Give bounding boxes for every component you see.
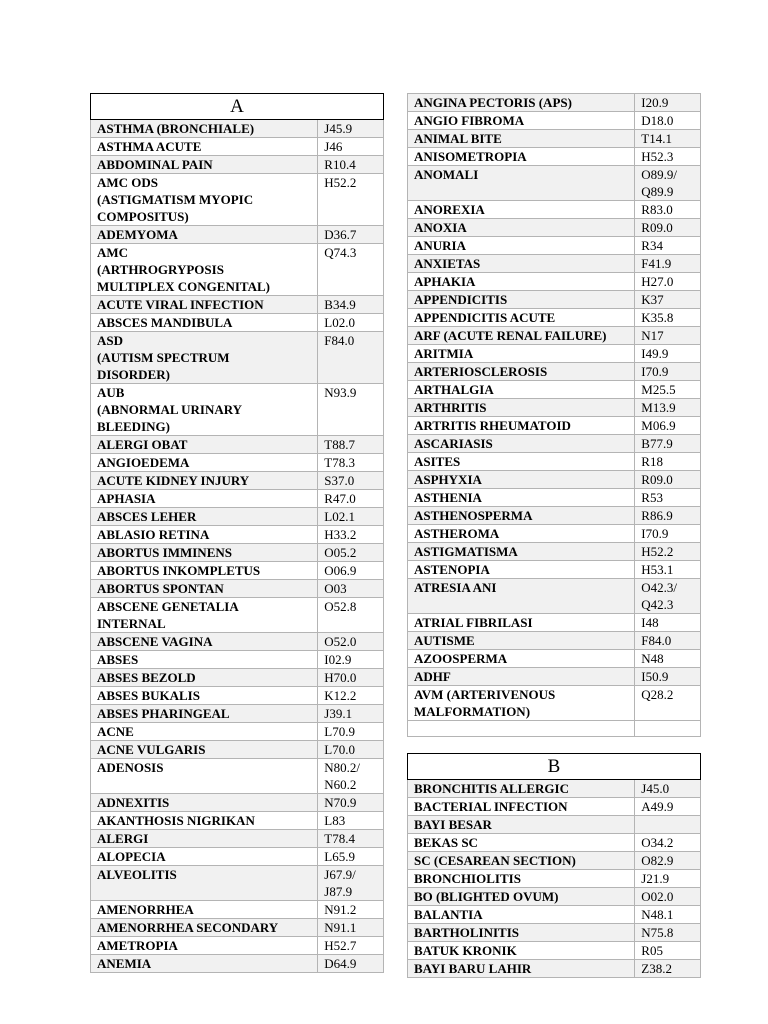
table-row bbox=[91, 741, 384, 759]
table-row bbox=[408, 489, 701, 507]
table-row bbox=[91, 580, 384, 598]
diagnosis-name: ADENOSIS bbox=[91, 759, 318, 794]
table-row bbox=[91, 937, 384, 955]
table-row bbox=[91, 226, 384, 244]
diagnosis-name: AVM (ARTERIVENOUS MALFORMATION) bbox=[408, 686, 635, 721]
diagnosis-name: ANIMAL BITE bbox=[408, 130, 635, 148]
diagnosis-name: BRONCHITIS ALLERGIC bbox=[408, 780, 635, 798]
diagnosis-name: BALANTIA bbox=[408, 906, 635, 924]
icd-code: M25.5 bbox=[635, 381, 701, 399]
table-row bbox=[408, 471, 701, 489]
icd-code: R83.0 bbox=[635, 201, 701, 219]
diagnosis-name: ASTHENOSPERMA bbox=[408, 507, 635, 525]
table-row bbox=[408, 255, 701, 273]
diagnosis-name: ACUTE KIDNEY INJURY bbox=[91, 472, 318, 490]
icd-code: L83 bbox=[318, 812, 384, 830]
table-row bbox=[408, 453, 701, 471]
icd-code: O03 bbox=[318, 580, 384, 598]
icd-code: Z38.2 bbox=[635, 960, 701, 978]
icd-code: J67.9/ J87.9 bbox=[318, 866, 384, 901]
icd-code: O42.3/ Q42.3 bbox=[635, 579, 701, 614]
table-row bbox=[91, 384, 384, 436]
diagnosis-name: ASITES bbox=[408, 453, 635, 471]
diagnosis-name: BATUK KRONIK bbox=[408, 942, 635, 960]
diagnosis-name: SC (CESAREAN SECTION) bbox=[408, 852, 635, 870]
diagnosis-name: BARTHOLINITIS bbox=[408, 924, 635, 942]
diagnosis-name: AMENORRHEA bbox=[91, 901, 318, 919]
diagnosis-name: BAYI BARU LAHIR bbox=[408, 960, 635, 978]
icd-code: R86.9 bbox=[635, 507, 701, 525]
icd-code: J45.9 bbox=[318, 120, 384, 138]
table-row bbox=[91, 138, 384, 156]
diagnosis-name: ABSCES LEHER bbox=[91, 508, 318, 526]
empty-cell bbox=[635, 721, 701, 737]
table-row bbox=[91, 812, 384, 830]
table-row bbox=[91, 490, 384, 508]
icd-code: K37 bbox=[635, 291, 701, 309]
diagnosis-name: BO (BLIGHTED OVUM) bbox=[408, 888, 635, 906]
icd-code: T14.1 bbox=[635, 130, 701, 148]
icd-code: N70.9 bbox=[318, 794, 384, 812]
table-row bbox=[91, 544, 384, 562]
table-row bbox=[91, 901, 384, 919]
table-row bbox=[408, 650, 701, 668]
icd-code: I02.9 bbox=[318, 651, 384, 669]
diagnosis-name: ASPHYXIA bbox=[408, 471, 635, 489]
table-row bbox=[91, 296, 384, 314]
table-row bbox=[408, 130, 701, 148]
diagnosis-name: ARTERIOSCLEROSIS bbox=[408, 363, 635, 381]
icd-code: I48 bbox=[635, 614, 701, 632]
icd-code: H53.1 bbox=[635, 561, 701, 579]
diagnosis-name: APHAKIA bbox=[408, 273, 635, 291]
icd-code: I50.9 bbox=[635, 668, 701, 686]
icd-code: I70.9 bbox=[635, 525, 701, 543]
diagnosis-name: ALERGI OBAT bbox=[91, 436, 318, 454]
icd-code: R18 bbox=[635, 453, 701, 471]
icd-code: B77.9 bbox=[635, 435, 701, 453]
diagnosis-name: BEKAS SC bbox=[408, 834, 635, 852]
diagnosis-name: APHASIA bbox=[91, 490, 318, 508]
table-row bbox=[408, 906, 701, 924]
diagnosis-name: AUB (ABNORMAL URINARY BLEEDING) bbox=[91, 384, 318, 436]
icd-code: Q74.3 bbox=[318, 244, 384, 296]
icd-code: H33.2 bbox=[318, 526, 384, 544]
table-row bbox=[91, 332, 384, 384]
table-row bbox=[91, 955, 384, 973]
icd-code: I20.9 bbox=[635, 94, 701, 112]
table-row bbox=[408, 291, 701, 309]
table-row bbox=[91, 562, 384, 580]
icd-code: O06.9 bbox=[318, 562, 384, 580]
diagnosis-name: ABORTUS INKOMPLETUS bbox=[91, 562, 318, 580]
table-row bbox=[408, 888, 701, 906]
icd-code: K35.8 bbox=[635, 309, 701, 327]
icd-code: H70.0 bbox=[318, 669, 384, 687]
icd-code: D18.0 bbox=[635, 112, 701, 130]
table-row bbox=[408, 960, 701, 978]
icd-code: O52.0 bbox=[318, 633, 384, 651]
table-row bbox=[91, 314, 384, 332]
diagnosis-name: ACUTE VIRAL INFECTION bbox=[91, 296, 318, 314]
diagnosis-name: ANOXIA bbox=[408, 219, 635, 237]
table-row bbox=[408, 399, 701, 417]
table-row bbox=[91, 454, 384, 472]
diagnosis-name: ASTIGMATISMA bbox=[408, 543, 635, 561]
table-row bbox=[408, 112, 701, 130]
icd-code: I70.9 bbox=[635, 363, 701, 381]
table-row bbox=[408, 166, 701, 201]
table-row bbox=[408, 525, 701, 543]
icd-code: F84.0 bbox=[318, 332, 384, 384]
diagnosis-name: ANOREXIA bbox=[408, 201, 635, 219]
diagnosis-name: ADHF bbox=[408, 668, 635, 686]
diagnosis-name: ABLASIO RETINA bbox=[91, 526, 318, 544]
diagnosis-name: ALOPECIA bbox=[91, 848, 318, 866]
icd-code: J46 bbox=[318, 138, 384, 156]
icd-code: T78.4 bbox=[318, 830, 384, 848]
icd-code: H52.7 bbox=[318, 937, 384, 955]
diagnosis-name: APPENDICITIS bbox=[408, 291, 635, 309]
icd-table-right bbox=[407, 93, 701, 978]
table-row bbox=[408, 363, 701, 381]
icd-code: H52.3 bbox=[635, 148, 701, 166]
table-row bbox=[91, 759, 384, 794]
icd-code: H27.0 bbox=[635, 273, 701, 291]
table-row bbox=[408, 852, 701, 870]
diagnosis-name: ASTHMA ACUTE bbox=[91, 138, 318, 156]
diagnosis-name: ANGIOEDEMA bbox=[91, 454, 318, 472]
diagnosis-name: ANGINA PECTORIS (APS) bbox=[408, 94, 635, 112]
diagnosis-name: ADNEXITIS bbox=[91, 794, 318, 812]
icd-code: T88.7 bbox=[318, 436, 384, 454]
table-row bbox=[408, 780, 701, 798]
icd-code: F41.9 bbox=[635, 255, 701, 273]
diagnosis-name: APPENDICITIS ACUTE bbox=[408, 309, 635, 327]
diagnosis-name: ABSCENE VAGINA bbox=[91, 633, 318, 651]
section-header-row-b bbox=[408, 754, 701, 780]
icd-code: I49.9 bbox=[635, 345, 701, 363]
diagnosis-name: ABSES BEZOLD bbox=[91, 669, 318, 687]
diagnosis-name: ANGIO FIBROMA bbox=[408, 112, 635, 130]
diagnosis-name: ABSCENE GENETALIA INTERNAL bbox=[91, 598, 318, 633]
table-row bbox=[91, 794, 384, 812]
icd-code: O52.8 bbox=[318, 598, 384, 633]
icd-code: N17 bbox=[635, 327, 701, 345]
table-row bbox=[408, 798, 701, 816]
diagnosis-name: ANXIETAS bbox=[408, 255, 635, 273]
table-row bbox=[408, 942, 701, 960]
icd-code: R09.0 bbox=[635, 471, 701, 489]
diagnosis-name: ATRIAL FIBRILASI bbox=[408, 614, 635, 632]
icd-code: H52.2 bbox=[635, 543, 701, 561]
table-row bbox=[408, 579, 701, 614]
table-row bbox=[91, 830, 384, 848]
icd-code: N75.8 bbox=[635, 924, 701, 942]
table-row bbox=[408, 543, 701, 561]
icd-code: O89.9/ Q89.9 bbox=[635, 166, 701, 201]
diagnosis-name: ABORTUS SPONTAN bbox=[91, 580, 318, 598]
icd-code: F84.0 bbox=[635, 632, 701, 650]
table-row bbox=[408, 924, 701, 942]
table-row bbox=[91, 156, 384, 174]
section-gap bbox=[408, 737, 701, 754]
diagnosis-name: ANEMIA bbox=[91, 955, 318, 973]
diagnosis-name: ADEMYOMA bbox=[91, 226, 318, 244]
diagnosis-name: AMC ODS (ASTIGMATISM MYOPIC COMPOSITUS) bbox=[91, 174, 318, 226]
icd-code: R53 bbox=[635, 489, 701, 507]
diagnosis-name: ABDOMINAL PAIN bbox=[91, 156, 318, 174]
table-row bbox=[91, 526, 384, 544]
icd-code: L02.1 bbox=[318, 508, 384, 526]
diagnosis-name: ARITMIA bbox=[408, 345, 635, 363]
table-row bbox=[91, 669, 384, 687]
table-row bbox=[91, 174, 384, 226]
diagnosis-name: AZOOSPERMA bbox=[408, 650, 635, 668]
table-row bbox=[91, 244, 384, 296]
table-row bbox=[408, 148, 701, 166]
table-row bbox=[91, 633, 384, 651]
diagnosis-name: ARTHRITIS bbox=[408, 399, 635, 417]
diagnosis-name: ABSES PHARINGEAL bbox=[91, 705, 318, 723]
table-row bbox=[408, 345, 701, 363]
diagnosis-name: ASTENOPIA bbox=[408, 561, 635, 579]
table-row bbox=[408, 686, 701, 721]
icd-code: R47.0 bbox=[318, 490, 384, 508]
empty-row bbox=[408, 721, 701, 737]
diagnosis-name: AMETROPIA bbox=[91, 937, 318, 955]
section-header-a: A bbox=[91, 94, 384, 120]
icd-code: D36.7 bbox=[318, 226, 384, 244]
icd-code: J45.0 bbox=[635, 780, 701, 798]
icd-code: L70.9 bbox=[318, 723, 384, 741]
diagnosis-name: ARTHALGIA bbox=[408, 381, 635, 399]
icd-code: M13.9 bbox=[635, 399, 701, 417]
table-row bbox=[408, 507, 701, 525]
icd-code: N91.2 bbox=[318, 901, 384, 919]
diagnosis-name: ALERGI bbox=[91, 830, 318, 848]
table-row bbox=[408, 237, 701, 255]
diagnosis-name: ASD (AUTISM SPECTRUM DISORDER) bbox=[91, 332, 318, 384]
diagnosis-name: AMENORRHEA SECONDARY bbox=[91, 919, 318, 937]
table-row bbox=[408, 327, 701, 345]
icd-code: J39.1 bbox=[318, 705, 384, 723]
table-row bbox=[408, 816, 701, 834]
diagnosis-name: AKANTHOSIS NIGRIKAN bbox=[91, 812, 318, 830]
icd-code: O34.2 bbox=[635, 834, 701, 852]
icd-code: D64.9 bbox=[318, 955, 384, 973]
icd-code: N80.2/ N60.2 bbox=[318, 759, 384, 794]
table-row bbox=[408, 417, 701, 435]
icd-code: O02.0 bbox=[635, 888, 701, 906]
icd-code: H52.2 bbox=[318, 174, 384, 226]
section-header-b: B bbox=[408, 754, 701, 780]
table-row bbox=[408, 632, 701, 650]
icd-code: N93.9 bbox=[318, 384, 384, 436]
icd-code: L65.9 bbox=[318, 848, 384, 866]
diagnosis-name: AMC (ARTHROGRYPOSIS MULTIPLEX CONGENITAL) bbox=[91, 244, 318, 296]
table-row bbox=[91, 436, 384, 454]
diagnosis-name: ABORTUS IMMINENS bbox=[91, 544, 318, 562]
icd-code: L02.0 bbox=[318, 314, 384, 332]
diagnosis-name: ANISOMETROPIA bbox=[408, 148, 635, 166]
table-row bbox=[408, 834, 701, 852]
table-row bbox=[91, 705, 384, 723]
icd-code: R10.4 bbox=[318, 156, 384, 174]
icd-code: R05 bbox=[635, 942, 701, 960]
diagnosis-name: BACTERIAL INFECTION bbox=[408, 798, 635, 816]
diagnosis-name: AUTISME bbox=[408, 632, 635, 650]
table-row bbox=[91, 866, 384, 901]
table-row bbox=[408, 309, 701, 327]
icd-code: K12.2 bbox=[318, 687, 384, 705]
table-row bbox=[408, 870, 701, 888]
icd-code: B34.9 bbox=[318, 296, 384, 314]
icd-code: M06.9 bbox=[635, 417, 701, 435]
diagnosis-name: ACNE VULGARIS bbox=[91, 741, 318, 759]
icd-code: T78.3 bbox=[318, 454, 384, 472]
diagnosis-name: ASTHEROMA bbox=[408, 525, 635, 543]
table-row bbox=[408, 668, 701, 686]
icd-code: Q28.2 bbox=[635, 686, 701, 721]
diagnosis-name: ABSCES MANDIBULA bbox=[91, 314, 318, 332]
diagnosis-name: BAYI BESAR bbox=[408, 816, 635, 834]
table-row bbox=[91, 598, 384, 633]
gap-cell bbox=[408, 737, 701, 754]
icd-code: N48 bbox=[635, 650, 701, 668]
table-row bbox=[408, 273, 701, 291]
diagnosis-name: ABSES BUKALIS bbox=[91, 687, 318, 705]
icd-code bbox=[635, 816, 701, 834]
diagnosis-name: ASTHMA (BRONCHIALE) bbox=[91, 120, 318, 138]
table-row bbox=[408, 381, 701, 399]
table-row bbox=[408, 561, 701, 579]
diagnosis-name: BRONCHIOLITIS bbox=[408, 870, 635, 888]
table-row bbox=[91, 723, 384, 741]
table-row bbox=[408, 435, 701, 453]
icd-code: L70.0 bbox=[318, 741, 384, 759]
diagnosis-name: ARF (ACUTE RENAL FAILURE) bbox=[408, 327, 635, 345]
diagnosis-name: ALVEOLITIS bbox=[91, 866, 318, 901]
diagnosis-name: ASTHENIA bbox=[408, 489, 635, 507]
table-row bbox=[408, 94, 701, 112]
table-row bbox=[91, 472, 384, 490]
icd-code: A49.9 bbox=[635, 798, 701, 816]
diagnosis-name: ATRESIA ANI bbox=[408, 579, 635, 614]
diagnosis-name: ARTRITIS RHEUMATOID bbox=[408, 417, 635, 435]
diagnosis-name: ANURIA bbox=[408, 237, 635, 255]
icd-table-a-left bbox=[90, 93, 384, 973]
icd-code: O05.2 bbox=[318, 544, 384, 562]
icd-code: N91.1 bbox=[318, 919, 384, 937]
diagnosis-name: ACNE bbox=[91, 723, 318, 741]
diagnosis-name: ANOMALI bbox=[408, 166, 635, 201]
icd-code: J21.9 bbox=[635, 870, 701, 888]
table-row bbox=[408, 219, 701, 237]
icd-code: O82.9 bbox=[635, 852, 701, 870]
icd-code: R09.0 bbox=[635, 219, 701, 237]
table-row bbox=[91, 508, 384, 526]
table-row bbox=[408, 614, 701, 632]
table-row bbox=[91, 848, 384, 866]
table-row bbox=[91, 651, 384, 669]
empty-cell bbox=[408, 721, 635, 737]
diagnosis-name: ASCARIASIS bbox=[408, 435, 635, 453]
icd-code: S37.0 bbox=[318, 472, 384, 490]
table-row bbox=[91, 687, 384, 705]
icd-code: R34 bbox=[635, 237, 701, 255]
table-row bbox=[408, 201, 701, 219]
icd-code: N48.1 bbox=[635, 906, 701, 924]
diagnosis-name: ABSES bbox=[91, 651, 318, 669]
table-row bbox=[91, 919, 384, 937]
table-row bbox=[91, 120, 384, 138]
